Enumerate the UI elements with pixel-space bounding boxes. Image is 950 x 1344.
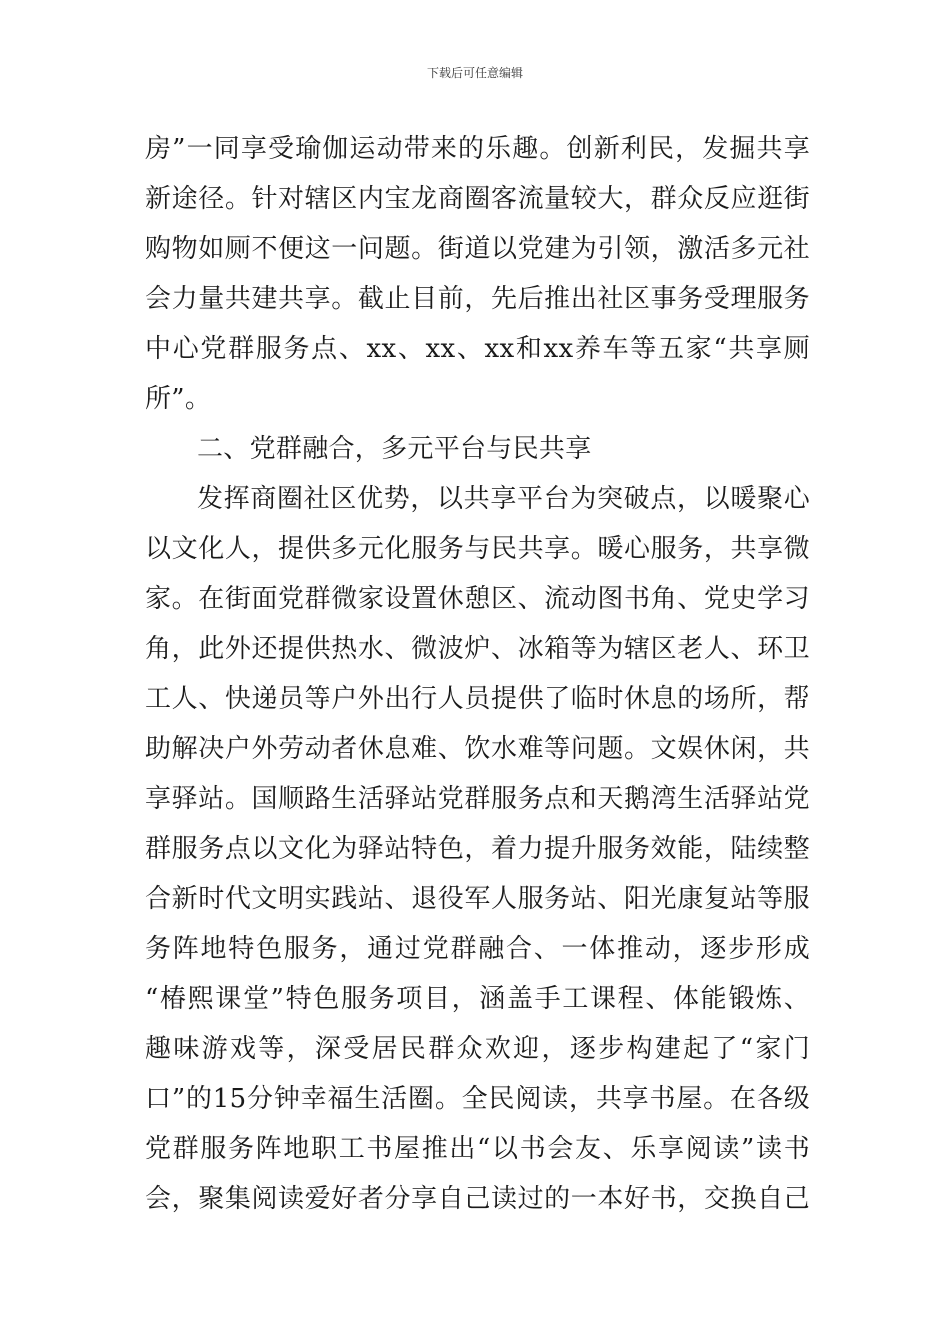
text-line: 以文化人，提供多元化服务与民共享。暖心服务，共享微 bbox=[145, 534, 810, 564]
page-header-note: 下载后可任意编辑 bbox=[426, 66, 523, 80]
text-line: “椿熙课堂”特色服务项目，涵盖手工课程、体能锻炼、 bbox=[145, 984, 810, 1014]
text-line: 所”。 bbox=[145, 384, 212, 414]
paragraph-first-line: 发挥商圈社区优势，以共享平台为突破点，以暖聚心 bbox=[197, 484, 810, 514]
text-line: 趣味游戏等，深受居民群众欢迎，逐步构建起了“家门 bbox=[145, 1034, 810, 1064]
text-line: 会，聚集阅读爱好者分享自己读过的一本好书，交换自己 bbox=[145, 1184, 810, 1214]
text-line: 房”一同享受瑜伽运动带来的乐趣。创新利民，发掘共享 bbox=[145, 134, 810, 164]
text-line: 群服务点以文化为驿站特色，着力提升服务效能，陆续整 bbox=[145, 834, 810, 864]
section-heading: 二、党群融合，多元平台与民共享 bbox=[197, 434, 592, 464]
text-line: 党群服务阵地职工书屋推出“以书会友、乐享阅读”读书 bbox=[145, 1134, 810, 1164]
text-line: 家。在街面党群微家设置休憩区、流动图书角、党史学习 bbox=[145, 584, 810, 614]
text-line: 工人、快递员等户外出行人员提供了临时休息的场所，帮 bbox=[145, 684, 810, 714]
text-line: 口”的15分钟幸福生活圈。全民阅读，共享书屋。在各级 bbox=[145, 1084, 810, 1114]
text-line: 务阵地特色服务，通过党群融合、一体推动，逐步形成 bbox=[145, 934, 810, 964]
text-line: 中心党群服务点、xx、xx、xx和xx养车等五家“共享厕 bbox=[145, 334, 810, 364]
text-line: 会力量共建共享。截止目前，先后推出社区事务受理服务 bbox=[145, 284, 810, 314]
text-line: 助解决户外劳动者休息难、饮水难等问题。文娱休闲，共 bbox=[145, 734, 810, 764]
text-line: 享驿站。国顺路生活驿站党群服务点和天鹅湾生活驿站党 bbox=[145, 784, 810, 814]
text-line: 角，此外还提供热水、微波炉、冰箱等为辖区老人、环卫 bbox=[145, 634, 810, 664]
text-line: 购物如厕不便这一问题。街道以党建为引领，激活多元社 bbox=[145, 234, 810, 264]
text-line: 新途径。针对辖区内宝龙商圈客流量较大，群众反应逛街 bbox=[145, 184, 810, 214]
text-line: 合新时代文明实践站、退役军人服务站、阳光康复站等服 bbox=[145, 884, 810, 914]
